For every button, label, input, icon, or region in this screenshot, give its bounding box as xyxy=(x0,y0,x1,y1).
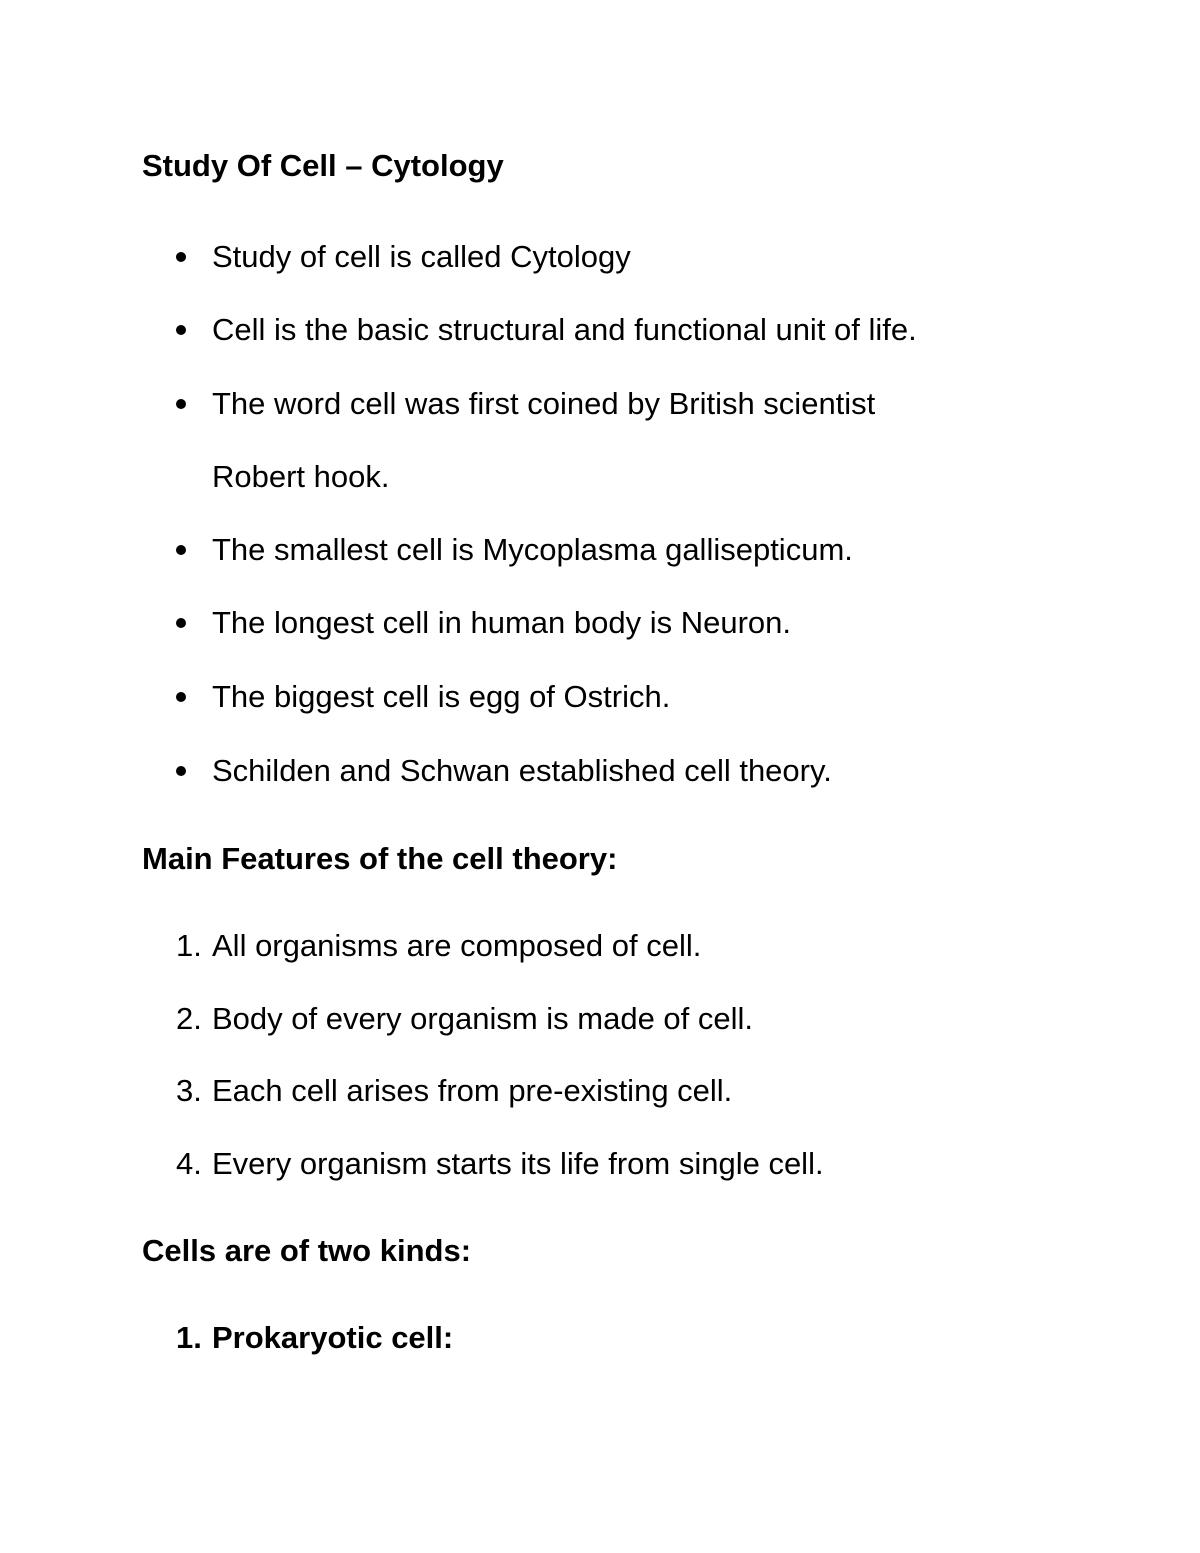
list-number: 1. xyxy=(176,1320,202,1355)
list-item: The word cell was first coined by British scientist xyxy=(212,386,876,421)
list-item: Each cell arises from pre-existing cell. xyxy=(212,1073,733,1108)
list-item-continuation: Robert hook. xyxy=(212,459,390,494)
section-title-cell-kinds: Cells are of two kinds: xyxy=(142,1233,472,1268)
list-item: Schilden and Schwan established cell theory. xyxy=(212,753,832,788)
bullet-dot xyxy=(176,766,186,776)
section-title-cytology: Study Of Cell – Cytology xyxy=(142,148,504,183)
list-item: The biggest cell is egg of Ostrich. xyxy=(212,679,671,714)
list-number: 4. xyxy=(176,1146,202,1181)
list-item: Body of every organism is made of cell. xyxy=(212,1001,754,1036)
bullet-dot xyxy=(176,252,186,262)
list-number: 1. xyxy=(176,928,202,963)
list-number: 2. xyxy=(176,1001,202,1036)
section-title-cell-theory: Main Features of the cell theory: xyxy=(142,841,618,876)
list-item: Study of cell is called Cytology xyxy=(212,239,631,274)
list-item: All organisms are composed of cell. xyxy=(212,928,702,963)
bullet-dot xyxy=(176,545,186,555)
list-item: The longest cell in human body is Neuron. xyxy=(212,605,791,640)
list-item: Prokaryotic cell: xyxy=(212,1320,454,1355)
bullet-dot xyxy=(176,325,186,335)
bullet-dot xyxy=(176,692,186,702)
list-number: 3. xyxy=(176,1073,202,1108)
list-item: Every organism starts its life from single cell. xyxy=(212,1146,824,1181)
list-item: The smallest cell is Mycoplasma gallisepticum. xyxy=(212,532,853,567)
list-item: Cell is the basic structural and functional unit of life. xyxy=(212,312,917,347)
bullet-dot xyxy=(176,399,186,409)
bullet-dot xyxy=(176,618,186,628)
